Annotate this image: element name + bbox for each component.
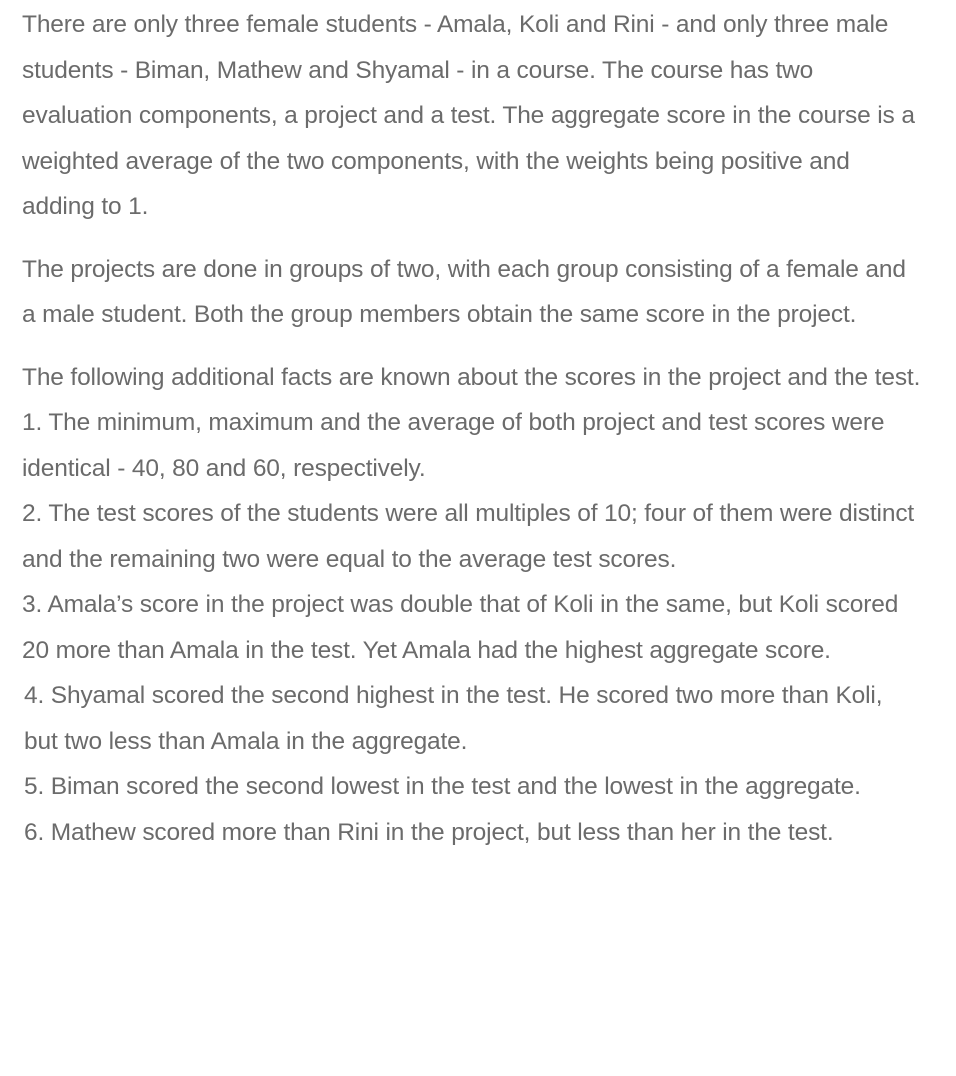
intro-paragraph: There are only three female students - Amala, Koli and Rini - and only three male students - Biman, Mathew and Shyamal - in a course. The course has two evaluation components, a project and a test. The aggregate score in the course is a weighted average of the two components, with the weights being positive and adding to 1. (22, 11, 915, 220)
fact-item-5: 5. Biman scored the second lowest in the test and the lowest in the aggregate. (24, 773, 861, 800)
fact-item-6: 6. Mathew scored more than Rini in the project, but less than her in the test. (24, 818, 834, 846)
facts-intro: The following additional facts are known about the scores in the project and the test. (22, 363, 921, 391)
fact-item-2: 2. The test scores of the students were all multiples of 10; four of them were distinct and the remaining two were equal to the average test scores. (22, 500, 915, 573)
passage (22, 2, 922, 855)
fact-item-4: 4. Shyamal scored the second highest in the test. He scored two more than Koli, but two less than Amala in the aggregate. (24, 682, 883, 755)
fact-item-3: 3. Amala’s score in the project was double that of Koli in the same, but Koli scored 20 more than Amala in the test. Yet Amala had the highest aggregate score. (22, 591, 899, 664)
fact-item-1: 1. The minimum, maximum and the average of both project and test scores were identical - 40, 80 and 60, respectively. (22, 409, 885, 482)
facts-section (22, 355, 922, 856)
project-groups-paragraph: The projects are done in groups of two, with each group consisting of a female and a male student. Both the group members obtain the same score in the project. (22, 255, 906, 328)
